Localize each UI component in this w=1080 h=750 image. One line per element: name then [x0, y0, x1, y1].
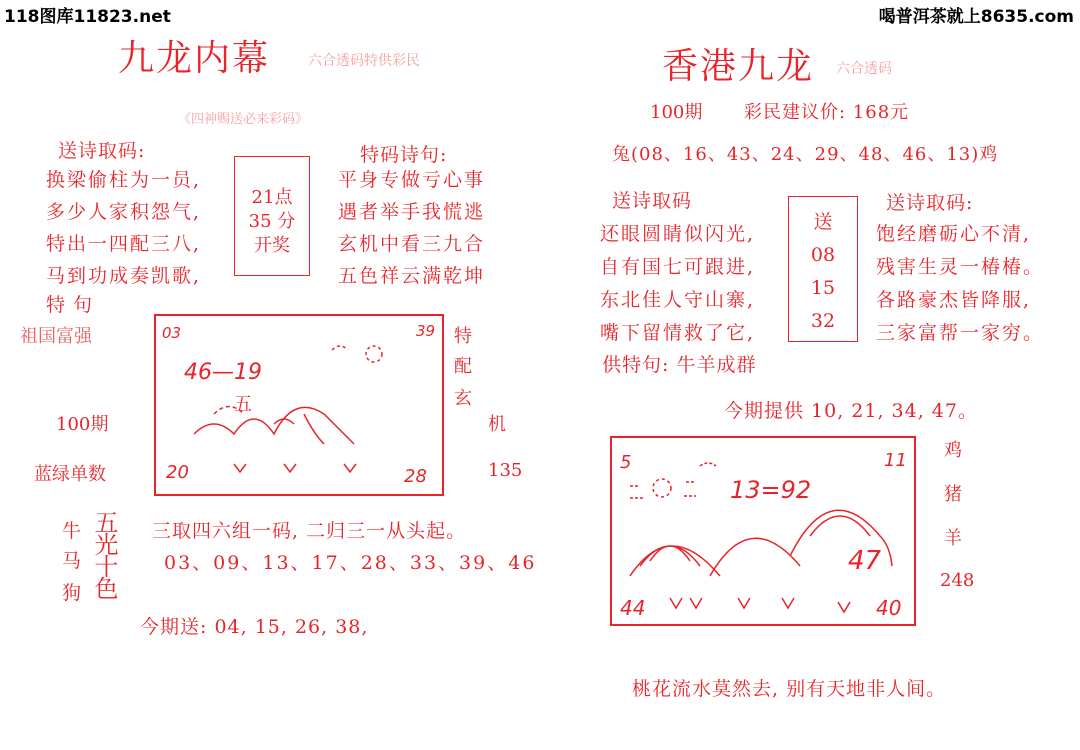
watermark-left: 118图库11823.net [4, 7, 171, 27]
right-send-poem-label-right: 送诗取码: [886, 192, 974, 214]
left-side-char: 特 [454, 326, 472, 347]
right-special-sentence: 供特句: 牛羊成群 [602, 354, 757, 376]
right-sketch-bottom-left: 44 [620, 596, 646, 620]
right-price: 彩民建议价: 168元 [744, 102, 910, 123]
left-side-char: 配 [454, 356, 472, 377]
left-subtitle: 六合透码特供彩民 [308, 53, 420, 69]
right-side-animal: 羊 [944, 528, 962, 549]
right-sketch-top-right: 11 [884, 450, 907, 471]
left-slogan: 《四神赐送必来彩码》 [178, 112, 309, 127]
left-sketch-top-left: 03 [162, 324, 182, 342]
left-special-poem-label: 特码诗句: [360, 144, 448, 166]
left-animal: 牛 [62, 520, 83, 542]
left-sketch-char: 五 [234, 394, 252, 415]
left-sketch-bottom-left: 20 [166, 462, 189, 483]
right-footer: 桃花流水莫然去, 别有天地非人间。 [632, 678, 947, 700]
left-special-sentence-label: 特 句 [46, 294, 94, 316]
left-sketch-bottom-right: 28 [404, 466, 427, 487]
right-today-provide: 今期提供 10, 21, 34, 47。 [724, 400, 978, 422]
watermark-right: 喝普洱茶就上8635.com [878, 7, 1074, 27]
left-sketch-drawing [154, 314, 442, 494]
left-sketch-middle: 46—19 [184, 360, 262, 385]
left-numbers-line: 03、09、13、17、28、33、39、46 [164, 552, 537, 574]
right-title: 香港九龙 [662, 46, 815, 87]
right-send-box-text: 送 08 15 32 [810, 211, 836, 332]
left-blue-green: 蓝绿单数 [34, 464, 106, 485]
left-side-number: 135 [488, 460, 523, 481]
left-period: 100期 [56, 414, 109, 435]
right-sketch-47: 47 [848, 546, 882, 576]
left-poem-right: 平身专做亏心事 遇者举手我慌逃 玄机中看三九合 五色祥云满乾坤 [338, 169, 486, 287]
left-time-box-text: 21点 35 分 开奖 [248, 187, 296, 256]
left-side-char: 机 [488, 414, 506, 435]
right-side-animal: 鸡 [944, 440, 962, 461]
right-period: 100期 [650, 102, 703, 123]
right-sketch-top-left: 5 [620, 452, 632, 473]
left-country-text: 祖国富强 [20, 326, 92, 347]
right-sketch-bottom-right: 40 [876, 596, 902, 620]
right-zodiac-line: 兔(08、16、43、24、29、48、46、13)鸡 [612, 144, 999, 165]
left-five-colors: 五光十色 [90, 510, 118, 598]
right-sketch-middle: 13=92 [730, 476, 812, 504]
right-side-number: 248 [940, 570, 975, 591]
left-today-send: 今期送: 04, 15, 26, 38, [140, 616, 369, 638]
left-title: 九龙内幕 [118, 38, 271, 79]
right-side-animal: 猪 [944, 484, 962, 505]
right-poem-right: 饱经磨砺心不清, 残害生灵一椿椿。 各路豪杰皆降服, 三家富帮一家穷。 [876, 223, 1045, 344]
right-send-poem-label-left: 送诗取码 [612, 190, 693, 212]
left-poem-left: 换梁偷柱为一员, 多少人家积怨气, 特出一四配三八, 马到功成奏凯歌, [46, 169, 202, 287]
right-subtitle: 六合透码 [836, 61, 892, 77]
right-poem-left: 还眼圆睛似闪光, 自有国七可跟进, 东北佳人守山寨, 嘴下留情救了它, [600, 223, 756, 344]
left-sketch-top-right: 39 [416, 322, 436, 340]
left-side-char: 玄 [454, 388, 472, 409]
left-rule-text: 三取四六组一码, 二归三一从头起。 [152, 520, 467, 542]
right-sketch-drawing [610, 436, 914, 624]
left-animal: 狗 [62, 582, 83, 604]
left-send-poem-label: 送诗取码: [58, 140, 146, 162]
left-animal: 马 [62, 550, 83, 572]
